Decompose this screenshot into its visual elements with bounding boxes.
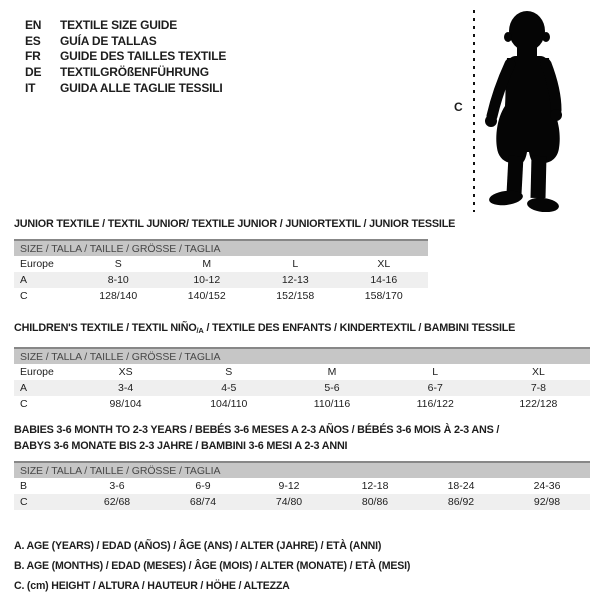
- size-cell: 3-6: [109, 480, 125, 492]
- children-size-table: [14, 347, 590, 412]
- lang-code: DE: [25, 65, 42, 80]
- size-cell: 9-12: [278, 480, 300, 492]
- size-cell: 104/110: [210, 398, 248, 410]
- size-cell: 110/116: [313, 398, 351, 410]
- size-cell: 6-7: [427, 382, 443, 394]
- size-cell: 80/86: [361, 496, 389, 508]
- size-cell: 18-24: [447, 480, 475, 492]
- size-cell: 92/98: [533, 496, 561, 508]
- row-label: C: [20, 496, 28, 508]
- size-cell: 7-8: [530, 382, 546, 394]
- lang-row-fr: [25, 49, 226, 65]
- size-cell: 5-6: [324, 382, 340, 394]
- size-cell: L: [432, 366, 439, 378]
- height-dotted-line: [473, 10, 475, 212]
- babies-heading-line2: BABYS 3-6 MONATE BIS 2-3 JAHRE / BAMBINI 3-6 MESI A 2-3 ANNI: [14, 439, 348, 452]
- babies-section-heading: [14, 423, 499, 454]
- children-heading-subscript: /A: [196, 326, 204, 335]
- size-cell: 86/92: [447, 496, 475, 508]
- size-bar: SIZE / TALLA / TAILLE / GRÖSSE / TAGLIA: [14, 461, 590, 478]
- size-cell: 12-18: [361, 480, 389, 492]
- lang-title: GUIDA ALLE TAGLIE TESSILI: [60, 81, 223, 96]
- size-cell: 4-5: [221, 382, 237, 394]
- size-cell: 68/74: [189, 496, 217, 508]
- size-bar: SIZE / TALLA / TAILLE / GRÖSSE / TAGLIA: [14, 347, 590, 364]
- row-label: Europe: [20, 366, 54, 378]
- row-label: C: [20, 398, 28, 410]
- babies-heading-line1: BABIES 3-6 MONTH TO 2-3 YEARS / BEBÉS 3-6 MESES A 2-3 AÑOS / BÉBÉS 3-6 MOIS À 2-3 ANS /: [14, 424, 500, 436]
- size-cell: 116/122: [416, 398, 454, 410]
- size-cell: XS: [118, 366, 133, 378]
- size-cell: S: [225, 366, 233, 378]
- size-cell: L: [292, 258, 299, 270]
- babies-size-table: [14, 461, 590, 510]
- size-cell: M: [327, 366, 337, 378]
- size-cell: 98/104: [109, 398, 142, 410]
- size-cell: 128/140: [99, 290, 138, 302]
- size-cell: 140/152: [187, 290, 226, 302]
- footnote-c: C. (cm) HEIGHT / ALTURA / HAUTEUR / HÖHE / ALTEZZA: [14, 580, 290, 592]
- size-cell: 24-36: [533, 480, 561, 492]
- size-cell: 8-10: [107, 274, 129, 286]
- row-label: C: [20, 290, 28, 302]
- size-cell: M: [202, 258, 212, 270]
- size-cell: 10-12: [193, 274, 221, 286]
- lang-code: ES: [25, 33, 41, 48]
- size-cell: 3-4: [118, 382, 134, 394]
- lang-row-es: [25, 33, 226, 49]
- size-cell: S: [114, 258, 122, 270]
- size-cell: 62/68: [103, 496, 131, 508]
- footnote-a: A. AGE (YEARS) / EDAD (AÑOS) / ÂGE (ANS) / ALTER (JAHRE) / ETÀ (ANNI): [14, 540, 382, 552]
- height-measure-label: C: [454, 100, 463, 114]
- footnote-b: B. AGE (MONTHS) / EDAD (MESES) / ÂGE (MOIS) / ALTER (MONATE) / ETÀ (MESI): [14, 560, 411, 572]
- lang-code: FR: [25, 49, 41, 64]
- junior-section-heading: JUNIOR TEXTILE / TEXTIL JUNIOR/ TEXTILE JUNIOR / JUNIORTEXTIL / JUNIOR TESSILE: [14, 218, 456, 230]
- junior-size-table: [14, 239, 428, 304]
- table-row: [14, 478, 590, 494]
- size-cell: XL: [377, 258, 391, 270]
- language-title-list: [25, 17, 226, 96]
- size-bar: SIZE / TALLA / TAILLE / GRÖSSE / TAGLIA: [14, 239, 428, 256]
- lang-code: EN: [25, 17, 42, 32]
- children-section-heading: [14, 322, 515, 335]
- lang-code: IT: [25, 81, 36, 96]
- table-row: [14, 364, 590, 380]
- table-row: [14, 288, 428, 304]
- lang-row-de: [25, 64, 226, 80]
- table-row: [14, 396, 590, 412]
- baby-silhouette-icon: [481, 6, 576, 212]
- size-cell: 122/128: [519, 398, 558, 410]
- size-cell: XL: [531, 366, 545, 378]
- size-cell: 6-9: [195, 480, 211, 492]
- size-cell: 74/80: [275, 496, 303, 508]
- row-label: A: [20, 274, 28, 286]
- lang-row-en: [25, 17, 226, 33]
- table-row: [14, 272, 428, 288]
- table-row: [14, 256, 428, 272]
- size-cell: 152/158: [276, 290, 315, 302]
- row-label: B: [20, 480, 28, 492]
- row-label: A: [20, 382, 28, 394]
- table-row: [14, 380, 590, 396]
- height-measure-figure: [440, 0, 600, 220]
- size-cell: 158/170: [364, 290, 403, 302]
- lang-title: TEXTILGRÖßENFÜHRUNG: [60, 65, 209, 80]
- lang-title: GUÍA DE TALLAS: [60, 33, 157, 48]
- footnote-legend: [14, 536, 410, 596]
- table-row: [14, 494, 590, 510]
- size-cell: 14-16: [370, 274, 398, 286]
- lang-title: TEXTILE SIZE GUIDE: [60, 17, 178, 32]
- lang-title: GUIDE DES TAILLES TEXTILE: [60, 49, 227, 64]
- children-heading-text: CHILDREN'S TEXTILE / TEXTIL NIÑO: [14, 322, 197, 334]
- size-cell: 12-13: [281, 274, 309, 286]
- children-heading-text: / TEXTILE DES ENFANTS / KINDERTEXTIL / BAMBINI TESSILE: [203, 322, 516, 334]
- row-label: Europe: [20, 258, 54, 270]
- lang-row-it: [25, 80, 226, 96]
